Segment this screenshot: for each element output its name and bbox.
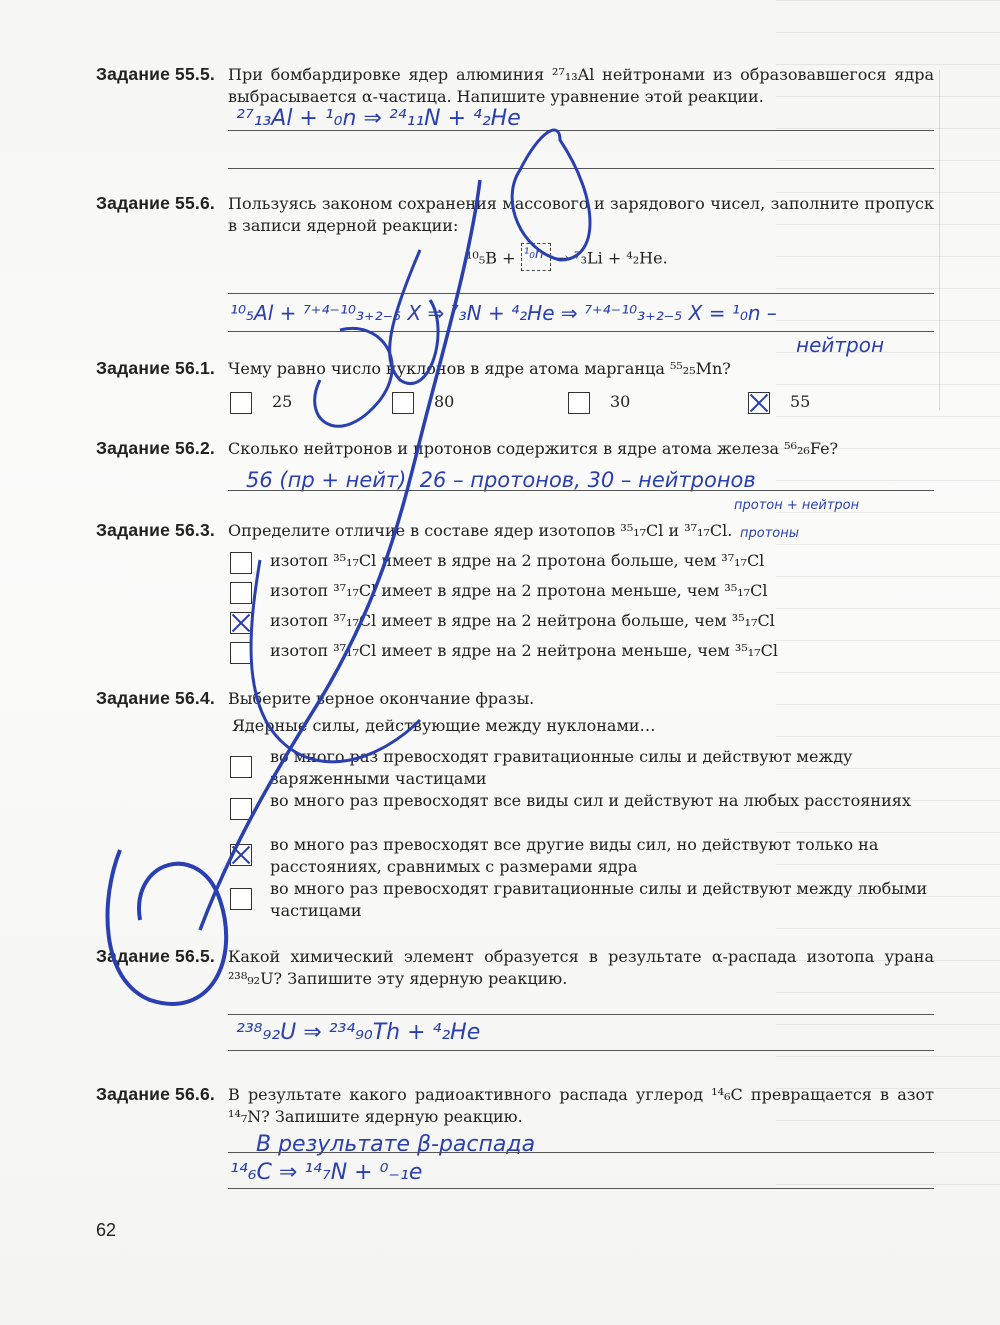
- task-56-6: [96, 1084, 934, 1204]
- task-label: Задание 56.4.: [96, 688, 215, 708]
- equation-right: → ⁷₃Li + ⁴₂He.: [555, 248, 668, 268]
- handwritten-note: протон + нейтрон: [734, 498, 860, 513]
- option-label: 80: [434, 392, 455, 411]
- task-56-1: [96, 358, 934, 428]
- task-question: При бомбардировке ядер алюминия ²⁷₁₃Al нейтронами из образовавшегося ядра выбрасывается α-частица. Напишите уравнение этой реакции.: [228, 65, 934, 106]
- checkbox-option-4[interactable]: [230, 888, 252, 910]
- handwritten-note: нейтрон: [796, 333, 885, 357]
- question-stem: Ядерные силы, действующие между нуклонами…: [232, 716, 656, 735]
- checkbox-option-1[interactable]: [230, 392, 252, 414]
- equation-left: ¹⁰₅B +: [466, 248, 516, 268]
- option-text: изотоп ³⁷₁₇Cl имеет в ядре на 2 нейтрона меньше, чем ³⁵₁₇Cl: [270, 641, 778, 660]
- task-label: Задание 56.2.: [96, 438, 215, 458]
- task-55-6: [96, 193, 934, 363]
- option-text: во много раз превосходят гравитационные силы и действуют между любыми частицами: [270, 879, 928, 920]
- task-56-4: [96, 688, 934, 928]
- checkbox-option-3-checked[interactable]: [230, 612, 252, 634]
- option-label: 30: [610, 392, 631, 411]
- answer-line: [228, 130, 934, 131]
- option-text: во много раз превосходят гравитационные силы и действуют между заряженными частицами: [270, 747, 853, 788]
- checkbox-option-4-checked[interactable]: [748, 392, 770, 414]
- handwritten-answer: ¹⁰₅Al + ⁷⁺⁴⁻¹⁰₃₊₂₋₅ X ⇒ ⁷₃N + ⁴₂He ⇒ ⁷⁺⁴⁻¹⁰₃₊₂₋₅ X = ¹₀n –: [230, 301, 777, 325]
- options-list: [230, 550, 790, 670]
- answer-line: [228, 1050, 934, 1051]
- handwritten-note: протоны: [740, 526, 799, 541]
- blank-box[interactable]: [521, 243, 551, 271]
- options-list: [230, 746, 934, 926]
- task-question: Какой химический элемент образуется в результате α-распада изотопа урана ²³⁸₉₂U? Запишите эту ядерную реакцию.: [228, 947, 934, 988]
- task-label: Задание 55.5.: [96, 64, 215, 84]
- checkbox-option-1[interactable]: [230, 552, 252, 574]
- task-56-5: [96, 946, 934, 1066]
- checkbox-option-1[interactable]: [230, 756, 252, 778]
- answer-line: [228, 1014, 934, 1015]
- task-question: Определите отличие в составе ядер изотопов ³⁵₁₇Cl и ³⁷₁₇Cl.: [228, 521, 733, 540]
- task-label: Задание 56.6.: [96, 1084, 215, 1104]
- task-question: Сколько нейтронов и протонов содержится в ядре атома железа ⁵⁶₂₆Fe?: [228, 439, 839, 458]
- task-label: Задание 56.3.: [96, 520, 215, 540]
- option-text: во много раз превосходят все виды сил и действуют на любых расстояниях: [270, 791, 911, 810]
- answer-line: [228, 1188, 934, 1189]
- checkbox-option-3[interactable]: [568, 392, 590, 414]
- task-question: Чему равно число нуклонов в ядре атома марганца ⁵⁵₂₅Mn?: [228, 359, 731, 378]
- option-text: изотоп ³⁵₁₇Cl имеет в ядре на 2 протона больше, чем ³⁷₁₇Cl: [270, 551, 765, 570]
- task-question: В результате какого радиоактивного распада углерод ¹⁴₆C превращается в азот ¹⁴₇N? Запишите ядерную реакцию.: [228, 1085, 934, 1126]
- option-label: 25: [272, 392, 293, 411]
- handwritten-answer: ²⁷₁₃Al + ¹₀n ⇒ ²⁴₁₁N + ⁴₂He: [236, 106, 521, 131]
- page-number: 62: [96, 1220, 117, 1240]
- handwritten-answer: 56 (пр + нейт), 26 – протонов, 30 – нейтронов: [246, 468, 756, 492]
- checkbox-option-4[interactable]: [230, 642, 252, 664]
- option-text: изотоп ³⁷₁₇Cl имеет в ядре на 2 нейтрона больше, чем ³⁵₁₇Cl: [270, 611, 775, 630]
- reaction-equation: [466, 245, 668, 273]
- answer-line: [228, 168, 934, 169]
- handwritten-answer: ²³⁸₉₂U ⇒ ²³⁴₉₀Th + ⁴₂He: [236, 1020, 481, 1045]
- task-question: Пользуясь законом сохранения массового и зарядового чисел, заполните пропуск в записи ядерной реакции:: [228, 194, 934, 235]
- blank-answer: ¹₀n: [523, 246, 544, 262]
- show-through-rule: [939, 70, 940, 410]
- handwritten-answer: В результате β-распада: [256, 1132, 536, 1157]
- option-text: изотоп ³⁷₁₇Cl имеет в ядре на 2 протона меньше, чем ³⁵₁₇Cl: [270, 581, 768, 600]
- answer-line: [228, 331, 934, 332]
- task-56-3: [96, 520, 934, 670]
- answer-line: [228, 490, 934, 491]
- task-question: Выберите верное окончание фразы.: [228, 689, 535, 708]
- option-text: во много раз превосходят все другие виды сил, но действуют только на расстояниях, сравнимых с размерами ядра: [270, 835, 879, 876]
- checkbox-option-3-checked[interactable]: [230, 844, 252, 866]
- task-label: Задание 55.6.: [96, 193, 215, 213]
- task-label: Задание 56.5.: [96, 946, 215, 966]
- checkbox-option-2[interactable]: [230, 582, 252, 604]
- checkbox-option-2[interactable]: [230, 798, 252, 820]
- handwritten-answer: ¹⁴₆C ⇒ ¹⁴₇N + ⁰₋₁e: [230, 1160, 423, 1185]
- checkbox-option-2[interactable]: [392, 392, 414, 414]
- answer-line: [228, 293, 934, 294]
- task-55-5: [96, 64, 934, 184]
- answer-line: [228, 1152, 934, 1153]
- option-label: 55: [790, 392, 811, 411]
- task-label: Задание 56.1.: [96, 358, 215, 378]
